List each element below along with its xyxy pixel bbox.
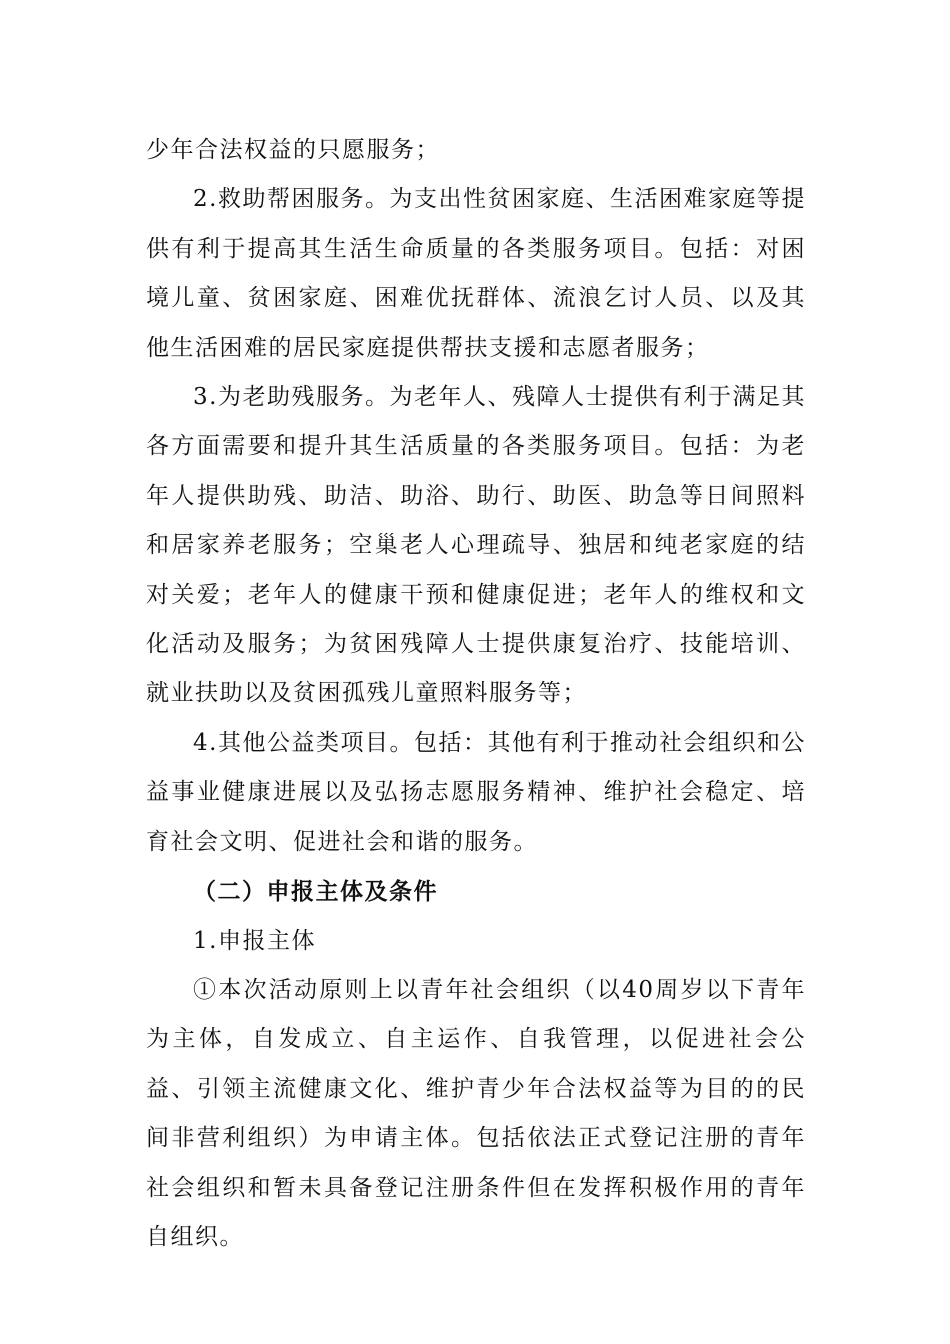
- paragraph-relief-services: 2.救助帮困服务。为支出性贫困家庭、生活困难家庭等提供有利于提高其生活生命质量的各类服务项目。包括：对困境儿童、贫困家庭、困难优抚群体、流浪乞讨人员、以及其他生活困难的居民家庭提供帮扶支援和志愿者服务；: [146, 186, 806, 361]
- paragraph-elderly-disabled-services: 3.为老助残服务。为老年人、残障人士提供有利于满足其各方面需要和提升其生活质量的各类服务项目。包括：为老年人提供助残、助洁、助浴、助行、助医、助急等日间照料和居家养老服务；空巢老人心理疏导、独居和纯老家庭的结对关爱；老年人的健康干预和健康促进；老年人的维权和文化活动及服务；为贫困残障人士提供康复治疗、技能培训、就业扶助以及贫困孤残儿童照料服务等；: [146, 384, 806, 707]
- subsection-heading: 1.申报主体: [193, 927, 316, 954]
- paragraph-applicant-subject: ①本次活动原则上以青年社会组织（以40周岁以下青年为主体，自发成立、自主运作、自我管理，以促进社会公益、引领主流健康文化、维护青少年合法权益等为目的的民间非营利组织）为申请主体。包括依法正式登记注册的青年社会组织和暂未具备登记注册条件但在发挥积极作用的青年自组织。: [146, 976, 806, 1250]
- section-heading: （二）申报主体及条件: [193, 878, 438, 906]
- document-body: [146, 126, 806, 1262]
- paragraph-continuation: 少年合法权益的只愿服务；: [146, 137, 440, 163]
- paragraph-other-public-welfare: 4.其他公益类项目。包括：其他有利于推动社会组织和公益事业健康进展以及弘扬志愿服务精神、维护社会稳定、培育社会文明、促进社会和谐的服务。: [146, 729, 806, 855]
